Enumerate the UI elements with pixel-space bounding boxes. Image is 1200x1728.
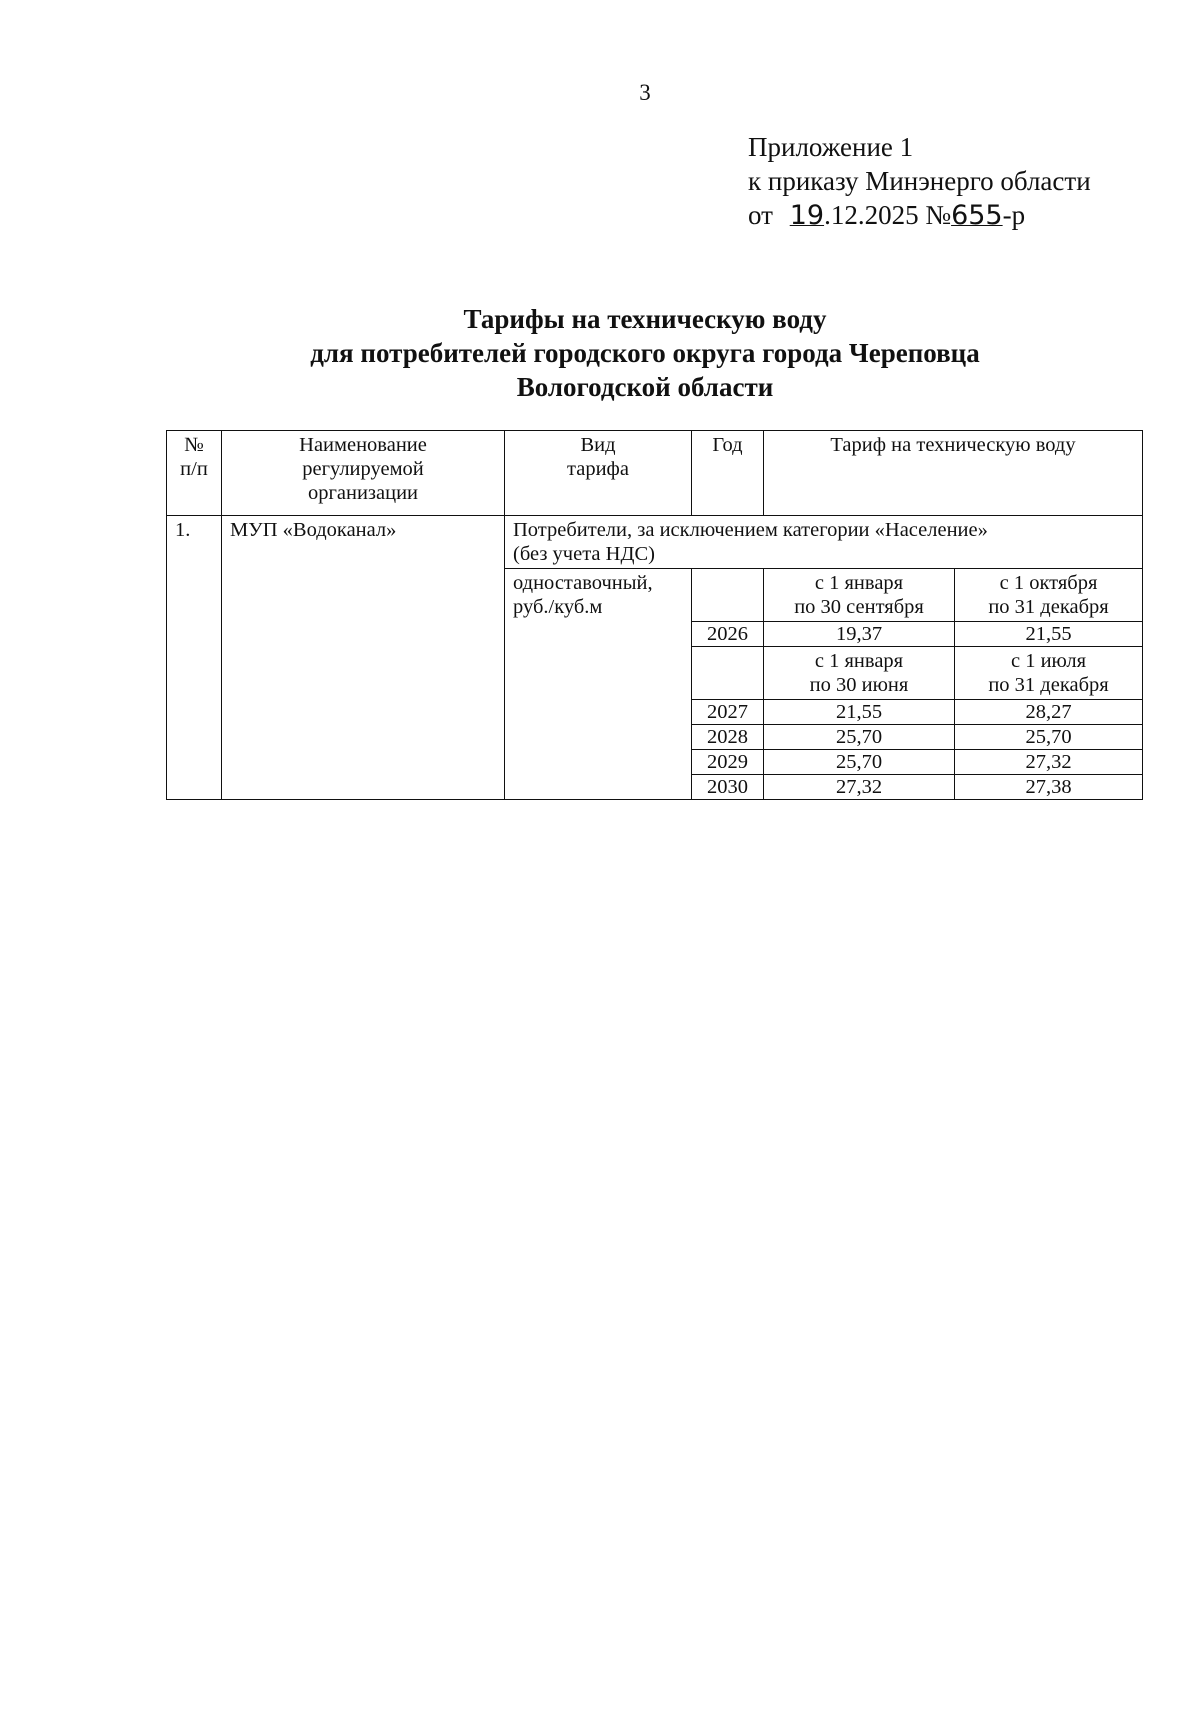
consumer-category: Потребители, за исключением категории «Население» (без учета НДС) [505,516,1143,569]
year-cell: 2026 [692,622,764,647]
appendix-date-line [748,198,1091,233]
header-number: № п/п [167,431,222,516]
period-later-first: с 1 января по 30 июня [764,647,955,700]
tariff-value-first: 27,32 [764,775,955,800]
row-number: 1. [167,516,222,800]
tariff-value-second: 27,32 [955,750,1143,775]
organization-name: МУП «Водоканал» [222,516,505,800]
year-cell: 2028 [692,725,764,750]
header-year: Год [692,431,764,516]
empty-year-cell [692,569,764,622]
date-suffix: -р [1002,200,1026,230]
title-line-2: для потребителей городского округа города Череповца [310,338,980,368]
handwritten-order-number: 655 [951,200,1003,231]
period-2026-first: с 1 января по 30 сентября [764,569,955,622]
tariff-value-second: 21,55 [955,622,1143,647]
period-later-second: с 1 июля по 31 декабря [955,647,1143,700]
tariff-table [166,430,1143,800]
title-line-1: Тарифы на техническую воду [463,304,827,334]
date-mid: .12.2025 № [824,200,952,230]
tariff-value-second: 25,70 [955,725,1143,750]
appendix-title: Приложение 1 [748,132,914,162]
table-row-consumers [167,516,1143,569]
appendix-order-ref: к приказу Минэнерго области [748,166,1091,196]
header-tariff-type: Вид тарифа [505,431,692,516]
year-cell: 2027 [692,700,764,725]
tariff-value-first: 25,70 [764,725,955,750]
date-prefix: от [748,200,780,230]
appendix-block [748,130,1091,233]
year-cell: 2030 [692,775,764,800]
page-number: 3 [639,80,651,105]
tariff-value-second: 28,27 [955,700,1143,725]
header-organization: Наименование регулируемой организации [222,431,505,516]
title-line-3: Вологодской области [516,372,774,402]
year-cell: 2029 [692,750,764,775]
tariff-value-first: 25,70 [764,750,955,775]
table-header-row [167,431,1143,516]
header-tariff: Тариф на техническую воду [764,431,1143,516]
document-title [0,302,1200,404]
empty-year-cell [692,647,764,700]
tariff-value-second: 27,38 [955,775,1143,800]
period-2026-second: с 1 октября по 31 декабря [955,569,1143,622]
tariff-value-first: 19,37 [764,622,955,647]
handwritten-day: 19 [789,200,825,231]
tariff-value-first: 21,55 [764,700,955,725]
tariff-type: одноставочный, руб./куб.м [505,569,692,800]
